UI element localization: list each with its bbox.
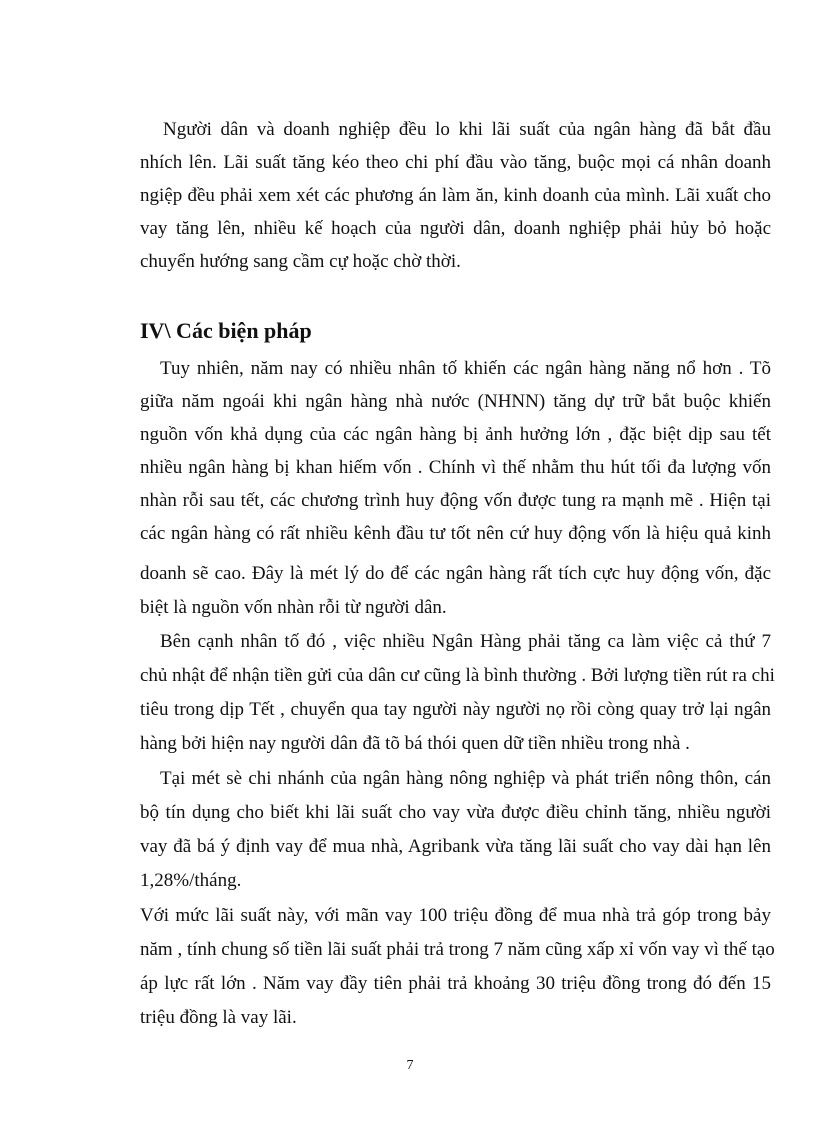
paragraph-line: Tuy nhiên, năm nay có nhiều nhân tố khiến các ngân hàng năng nổ hơn . Tõ	[160, 358, 771, 379]
paragraph-line: chủ nhật để nhận tiền gửi của dân cư cũng là bình thường . Bởi lượng tiền rút ra chi	[140, 665, 775, 686]
paragraph-line: doanh sẽ cao. Đây là mét lý do để các ngân hàng rất tích cực huy động vốn, đặc	[140, 563, 771, 584]
paragraph-line: biệt là nguồn vốn nhàn rỗi từ người dân.	[140, 597, 447, 618]
section-heading: IV\ Các biện pháp	[140, 318, 312, 343]
paragraph-line: Bên cạnh nhân tố đó , việc nhiều Ngân Hàng phải tăng ca làm việc cả thứ 7	[160, 631, 771, 652]
paragraph-line: 1,28%/tháng.	[140, 870, 242, 891]
page-number: 7	[406, 1058, 414, 1073]
paragraph-line: Người dân và doanh nghiệp đều lo khi lãi suất của ngân hàng đã bắt đầu	[163, 119, 771, 140]
paragraph-line: chuyển hướng sang cầm cự hoặc chờ thời.	[140, 251, 461, 272]
paragraph-line: giữa năm ngoái khi ngân hàng nhà nước (NHNN) tăng dự trữ bắt buộc khiến	[140, 391, 771, 412]
paragraph-line: hàng bởi hiện nay người dân đã tõ bá thói quen dữ tiền nhiều trong nhà .	[140, 733, 690, 754]
paragraph-line: nguồn vốn khả dụng của các ngân hàng bị ảnh hưởng lớn , đặc biệt dịp sau tết	[140, 424, 771, 445]
paragraph-line: ngiệp đều phải xem xét các phương án làm ăn, kinh doanh của mình. Lãi xuất cho	[140, 185, 771, 206]
paragraph-line: vay đã bá ý định vay để mua nhà, Agribank vừa tăng lãi suất cho vay dài hạn lên	[140, 836, 771, 857]
paragraph-line: áp lực rất lớn . Năm vay đầy tiên phải trả khoảng 30 triệu đồng trong đó đến 15	[140, 973, 771, 994]
paragraph-line: nhàn rỗi sau tết, các chương trình huy động vốn được tung ra mạnh mẽ . Hiện tại	[140, 490, 771, 511]
paragraph-line: Với mức lãi suất này, với mãn vay 100 triệu đồng để mua nhà trả góp trong bảy	[140, 905, 771, 926]
paragraph-line: nhích lên. Lãi suất tăng kéo theo chi phí đầu vào tăng, buộc mọi cá nhân doanh	[140, 152, 771, 173]
paragraph-line: tiêu trong dịp Tết , chuyển qua tay người này người nọ rồi còng quay trở lại ngân	[140, 699, 771, 720]
paragraph-line: triệu đồng là vay lãi.	[140, 1007, 297, 1028]
paragraph-line: năm , tính chung số tiền lãi suất phải trả trong 7 năm cũng xấp xỉ vốn vay vì thế tạo	[140, 939, 775, 960]
paragraph-line: vay tăng lên, nhiều kế hoạch của người dân, doanh nghiệp phải hủy bỏ hoặc	[140, 218, 771, 239]
paragraph-line: bộ tín dụng cho biết khi lãi suất cho vay vừa được điều chỉnh tăng, nhiều người	[140, 802, 771, 823]
paragraph-line: các ngân hàng có rất nhiều kênh đầu tư tốt nên cứ huy động vốn là hiệu quả kinh	[140, 523, 771, 544]
paragraph-line: Tại mét sè chi nhánh của ngân hàng nông nghiệp và phát triển nông thôn, cán	[160, 768, 771, 789]
paragraph-line: nhiều ngân hàng bị khan hiếm vốn . Chính vì thế nhằm thu hút tối đa lượng vốn	[140, 457, 771, 478]
